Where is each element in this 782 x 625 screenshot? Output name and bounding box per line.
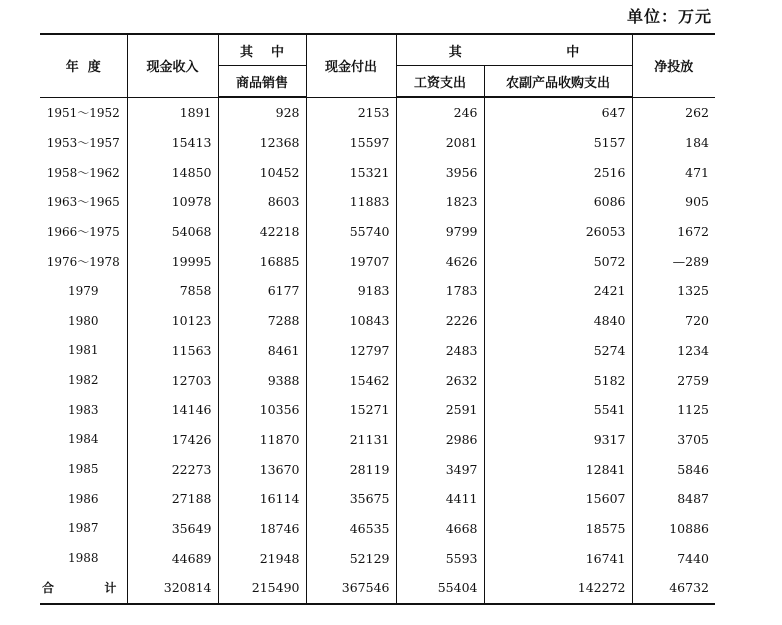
wages-cell: 5593 [396,543,484,573]
cash-expense-cell: 28119 [306,454,396,484]
net-injection-cell: 2759 [632,365,715,395]
table-row [40,395,715,425]
year-cell: 1976～1978 [40,246,127,276]
total-cash-expense-cell: 367546 [306,573,396,604]
total-cash-income-cell: 320814 [127,573,218,604]
commodity-sales-cell: 7288 [218,306,306,336]
header-commodity-sales: 商品销售 [218,66,306,98]
commodity-sales-cell: 42218 [218,217,306,247]
commodity-sales-cell: 13670 [218,454,306,484]
cash-income-cell: 27188 [127,484,218,514]
commodity-sales-cell: 11870 [218,425,306,455]
agri-purchase-cell: 5541 [484,395,632,425]
header-wages: 工资支出 [396,66,484,98]
header-year: 年 度 [40,34,127,97]
header-qizhong-income: 其 中 [218,34,306,66]
cash-expense-cell: 15321 [306,157,396,187]
year-cell: 1979 [40,276,127,306]
year-cell: 1984 [40,425,127,455]
agri-purchase-cell: 4840 [484,306,632,336]
cash-expense-cell: 12797 [306,336,396,366]
cash-expense-cell: 10843 [306,306,396,336]
commodity-sales-cell: 8461 [218,336,306,366]
wages-cell: 2632 [396,365,484,395]
cash-income-cell: 14850 [127,157,218,187]
header-qi: 其 [448,44,462,60]
commodity-sales-cell: 18746 [218,514,306,544]
agri-purchase-cell: 5157 [484,128,632,158]
net-injection-cell: 471 [632,157,715,187]
table-row [40,246,715,276]
header-net-injection: 净投放 [632,34,715,97]
wages-cell: 2986 [396,425,484,455]
cash-income-cell: 19995 [127,246,218,276]
wages-cell: 3497 [396,454,484,484]
net-injection-cell: 262 [632,97,715,128]
table-row [40,365,715,395]
wages-cell: 2226 [396,306,484,336]
net-injection-cell: 1325 [632,276,715,306]
agri-purchase-cell: 5072 [484,246,632,276]
cash-expense-cell: 15271 [306,395,396,425]
table-row [40,543,715,573]
net-injection-cell: 1234 [632,336,715,366]
wages-cell: 2591 [396,395,484,425]
table-row [40,336,715,366]
year-cell: 1986 [40,484,127,514]
table-row [40,97,715,128]
year-cell: 1951～1952 [40,97,127,128]
table-row [40,217,715,247]
cash-flow-table [40,33,715,605]
cash-expense-cell: 35675 [306,484,396,514]
net-injection-cell: 5846 [632,454,715,484]
total-agri-purchase-cell: 142272 [484,573,632,604]
commodity-sales-cell: 928 [218,97,306,128]
cash-income-cell: 1891 [127,97,218,128]
wages-cell: 2081 [396,128,484,158]
table-row [40,454,715,484]
wages-cell: 4668 [396,514,484,544]
agri-purchase-cell: 5274 [484,336,632,366]
total-row [40,573,715,604]
cash-income-cell: 22273 [127,454,218,484]
year-cell: 1980 [40,306,127,336]
agri-purchase-cell: 6086 [484,187,632,217]
year-cell: 1988 [40,543,127,573]
wages-cell: 3956 [396,157,484,187]
net-injection-cell: 1672 [632,217,715,247]
wages-cell: 4626 [396,246,484,276]
table-header [40,34,715,97]
year-cell: 1963～1965 [40,187,127,217]
year-cell: 1953～1957 [40,128,127,158]
cash-expense-cell: 9183 [306,276,396,306]
net-injection-cell: 7440 [632,543,715,573]
commodity-sales-cell: 8603 [218,187,306,217]
total-wages-cell: 55404 [396,573,484,604]
year-cell: 1958～1962 [40,157,127,187]
cash-expense-cell: 52129 [306,543,396,573]
table-row [40,157,715,187]
year-cell: 1983 [40,395,127,425]
cash-expense-cell: 11883 [306,187,396,217]
commodity-sales-cell: 12368 [218,128,306,158]
agri-purchase-cell: 2516 [484,157,632,187]
table-body [40,97,715,604]
cash-income-cell: 7858 [127,276,218,306]
year-cell: 1981 [40,336,127,366]
total-commodity-sales-cell: 215490 [218,573,306,604]
cash-income-cell: 44689 [127,543,218,573]
agri-purchase-cell: 5182 [484,365,632,395]
wages-cell: 246 [396,97,484,128]
agri-purchase-cell: 12841 [484,454,632,484]
agri-purchase-cell: 15607 [484,484,632,514]
header-cash-expense: 现金付出 [306,34,396,97]
header-qizhong-expense [396,34,632,66]
table-row [40,484,715,514]
year-cell: 1987 [40,514,127,544]
cash-income-cell: 15413 [127,128,218,158]
table-row [40,128,715,158]
cash-income-cell: 10123 [127,306,218,336]
cash-income-cell: 12703 [127,365,218,395]
agri-purchase-cell: 2421 [484,276,632,306]
cash-expense-cell: 21131 [306,425,396,455]
commodity-sales-cell: 16885 [218,246,306,276]
cash-income-cell: 35649 [127,514,218,544]
net-injection-cell: 720 [632,306,715,336]
table-row [40,306,715,336]
wages-cell: 1783 [396,276,484,306]
net-injection-cell: 8487 [632,484,715,514]
cash-expense-cell: 15462 [306,365,396,395]
cash-expense-cell: 2153 [306,97,396,128]
header-agri-purchase: 农副产品收购支出 [484,66,632,98]
commodity-sales-cell: 10356 [218,395,306,425]
net-injection-cell: —289 [632,246,715,276]
agri-purchase-cell: 9317 [484,425,632,455]
net-injection-cell: 3705 [632,425,715,455]
agri-purchase-cell: 18575 [484,514,632,544]
net-injection-cell: 1125 [632,395,715,425]
cash-expense-cell: 19707 [306,246,396,276]
commodity-sales-cell: 21948 [218,543,306,573]
table-row [40,425,715,455]
table-row [40,187,715,217]
wages-cell: 2483 [396,336,484,366]
table-row [40,276,715,306]
cash-expense-cell: 15597 [306,128,396,158]
commodity-sales-cell: 16114 [218,484,306,514]
agri-purchase-cell: 647 [484,97,632,128]
year-cell: 1982 [40,365,127,395]
total-year-cell: 合 计 [40,573,127,604]
agri-purchase-cell: 16741 [484,543,632,573]
cash-expense-cell: 46535 [306,514,396,544]
wages-cell: 1823 [396,187,484,217]
unit-label: 单位：万元 [626,7,712,26]
year-cell: 1966～1975 [40,217,127,247]
header-cash-income: 现金收入 [127,34,218,97]
cash-income-cell: 14146 [127,395,218,425]
net-injection-cell: 184 [632,128,715,158]
net-injection-cell: 905 [632,187,715,217]
total-net-injection-cell: 46732 [632,573,715,604]
commodity-sales-cell: 9388 [218,365,306,395]
cash-income-cell: 54068 [127,217,218,247]
wages-cell: 9799 [396,217,484,247]
cash-income-cell: 11563 [127,336,218,366]
commodity-sales-cell: 10452 [218,157,306,187]
commodity-sales-cell: 6177 [218,276,306,306]
table-row [40,514,715,544]
cash-expense-cell: 55740 [306,217,396,247]
year-cell: 1985 [40,454,127,484]
net-injection-cell: 10886 [632,514,715,544]
wages-cell: 4411 [396,484,484,514]
cash-income-cell: 10978 [127,187,218,217]
header-zhong: 中 [566,44,580,60]
cash-income-cell: 17426 [127,425,218,455]
agri-purchase-cell: 26053 [484,217,632,247]
